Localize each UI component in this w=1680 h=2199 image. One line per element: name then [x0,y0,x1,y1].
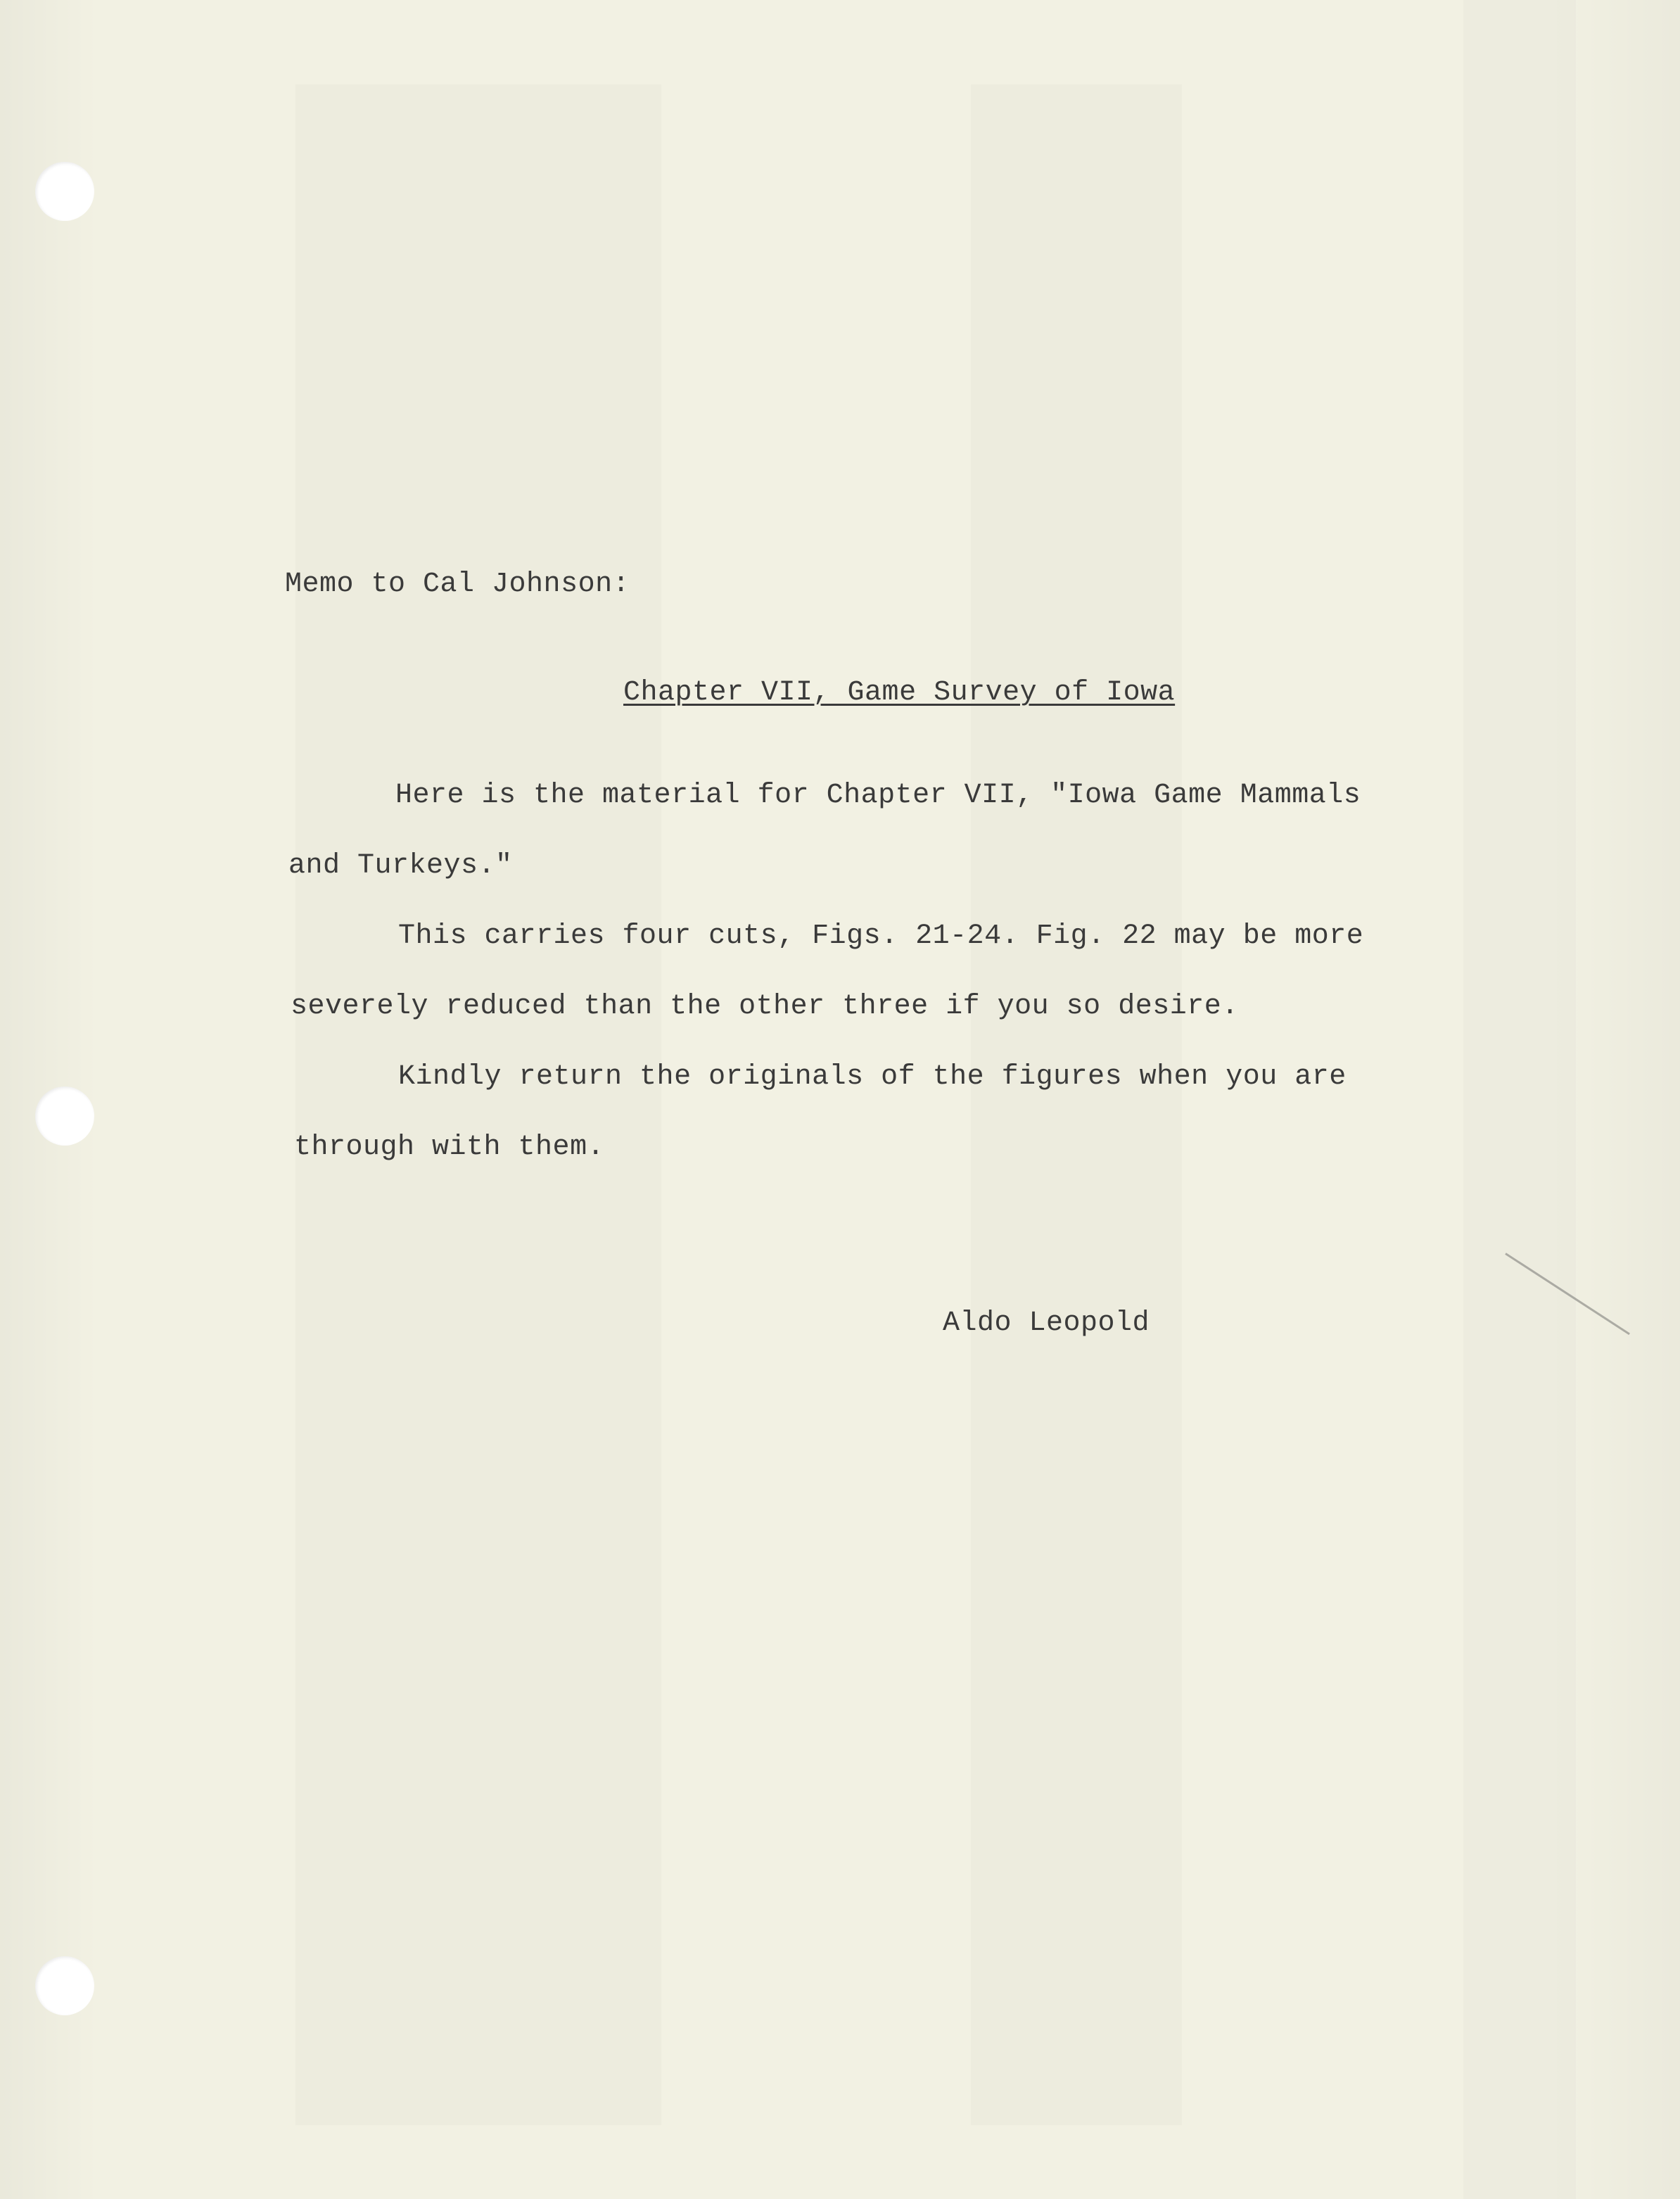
punch-hole [35,162,94,221]
memo-salutation: Memo to Cal Johnson: [285,569,630,600]
paper-bleed-through [295,84,661,2125]
memo-body-line: Kindly return the originals of the figures when you are [398,1061,1347,1093]
memo-signature: Aldo Leopold [943,1307,1150,1339]
memo-body-line: This carries four cuts, Figs. 21-24. Fig. 22 may be more [398,920,1364,952]
punch-hole [35,1086,94,1146]
memo-body-line: and Turkeys." [288,850,513,882]
memo-body-line: Here is the material for Chapter VII, "Iowa Game Mammals [395,780,1361,811]
memo-body-line: through with them. [294,1132,605,1163]
punch-hole [35,1956,94,2015]
paper-edge-shading [1463,0,1576,2199]
memo-body-line: severely reduced than the other three if you so desire. [291,991,1239,1022]
memo-title: Chapter VII, Game Survey of Iowa [623,677,1176,709]
paper-bleed-through [971,84,1182,2125]
